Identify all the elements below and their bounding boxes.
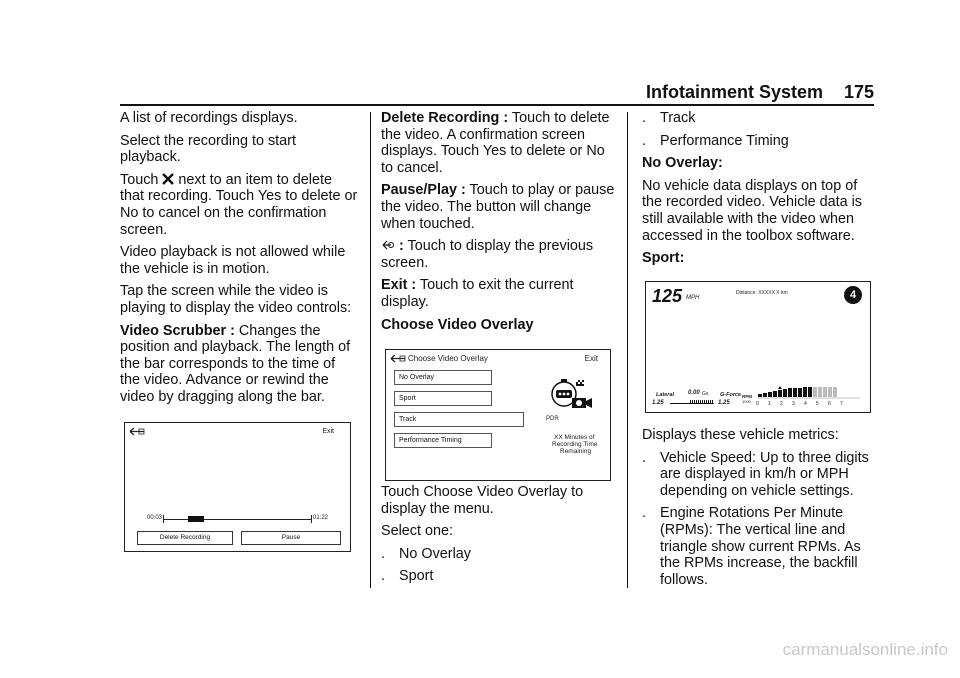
term-pause-play: Pause/Play : bbox=[381, 182, 466, 199]
sport-screen bbox=[645, 281, 871, 413]
playback-screen bbox=[124, 422, 351, 552]
rpm-ticks bbox=[756, 401, 862, 409]
paragraph: Video playback is not allowed while the vehicle is in motion. bbox=[120, 244, 346, 277]
close-icon bbox=[162, 173, 174, 185]
term-description: Touch to exit the current display. bbox=[381, 277, 574, 310]
list-item bbox=[642, 505, 880, 588]
column-divider-2 bbox=[627, 112, 628, 588]
scrubber-start-tick bbox=[163, 515, 164, 523]
paragraph: No vehicle data displays on top of the recorded video. Vehicle data is still available with the video when accessed in the toolbox software. bbox=[642, 177, 862, 244]
overlay-screen bbox=[385, 349, 611, 481]
pause-button[interactable]: Pause bbox=[241, 531, 341, 545]
back-arrow-icon[interactable] bbox=[129, 427, 145, 436]
delete-instructions: next to an item to delete that recording. Touch Yes to delete or No to cancel on the confirmation screen. bbox=[120, 171, 358, 238]
list-item bbox=[642, 110, 880, 127]
term-exit: Exit : bbox=[381, 277, 417, 294]
page-number: 175 bbox=[843, 82, 874, 102]
paragraph bbox=[381, 182, 619, 232]
paragraph bbox=[120, 172, 358, 238]
column-2 bbox=[381, 110, 619, 339]
overlay-title: Choose Video Overlay bbox=[408, 354, 488, 363]
list-item bbox=[381, 546, 619, 563]
g-unit: Gs bbox=[702, 391, 709, 397]
watermark-text: carmanualsonline.info bbox=[782, 640, 948, 659]
back-icon bbox=[381, 239, 395, 251]
menu-item-track[interactable]: Track bbox=[394, 412, 524, 427]
subheading-no-overlay: No Overlay: bbox=[642, 155, 723, 172]
rpm-tick: 1 bbox=[768, 401, 771, 407]
bullet-text: Sport bbox=[399, 568, 434, 585]
lateral-fill bbox=[690, 400, 714, 404]
paragraph bbox=[381, 277, 619, 310]
paragraph: Tap the screen while the video is playing to display the video controls: bbox=[120, 283, 352, 316]
paragraph bbox=[381, 110, 619, 176]
rpm-tick: 3 bbox=[792, 401, 795, 407]
paragraph: A list of recordings displays. bbox=[120, 110, 298, 126]
list-item bbox=[642, 450, 880, 500]
scrubber-end-tick bbox=[311, 515, 312, 523]
gear-indicator: 4 bbox=[844, 286, 862, 304]
term-description: Touch to display the previous screen. bbox=[381, 238, 594, 271]
remaining-line-2: Recording Time bbox=[552, 441, 598, 448]
time-elapsed: 00:03 bbox=[147, 515, 163, 521]
pdr-label: PDR bbox=[546, 416, 559, 422]
bullet-text: Engine Rotations Per Minute (RPMs): The vertical line and triangle show current RPMs. As the RPMs increase, the backfill follows. bbox=[660, 505, 861, 588]
bullet-text: No Overlay bbox=[399, 545, 471, 562]
exit-button[interactable]: Exit bbox=[322, 428, 334, 435]
list-item bbox=[642, 133, 880, 150]
rpm-tick: 2 bbox=[780, 401, 783, 407]
header-rule bbox=[120, 104, 874, 106]
paragraph: Touch Choose Video Overlay to display the menu. bbox=[381, 484, 584, 517]
rpm-tick: 6 bbox=[828, 401, 831, 407]
rpm-label: RPM bbox=[742, 394, 752, 399]
menu-item-no-overlay[interactable]: No Overlay bbox=[394, 370, 492, 385]
term-delete-recording: Delete Recording : bbox=[381, 110, 509, 126]
term-video-scrubber: Video Scrubber : bbox=[120, 322, 235, 339]
remaining-line-1: XX Minutes of bbox=[554, 434, 595, 441]
term-description: Touch to delete the video. A confirmation screen displays. Touch Yes to delete or No to cancel. bbox=[381, 110, 610, 176]
rpm-tick: 7 bbox=[840, 401, 843, 407]
rpm-tick: 5 bbox=[816, 401, 819, 407]
back-arrow-icon[interactable] bbox=[390, 354, 406, 363]
bullet-dot: . bbox=[642, 132, 646, 149]
menu-item-performance-timing[interactable]: Performance Timing bbox=[394, 433, 492, 448]
rpm-multiplier: 1000 bbox=[742, 399, 751, 404]
paragraph bbox=[381, 238, 619, 271]
g-force-label: G-Force bbox=[720, 392, 742, 398]
bullet-dot: . bbox=[642, 449, 646, 466]
bullet-text: Vehicle Speed: Up to three digits are displayed in km/h or MPH depending on vehicle settings. bbox=[660, 449, 869, 499]
bullet-dot: . bbox=[642, 505, 646, 522]
touch-text: Touch bbox=[120, 171, 159, 188]
menu-item-sport[interactable]: Sport bbox=[394, 391, 492, 406]
section-title: Infotainment System bbox=[646, 82, 824, 102]
paragraph: Select one: bbox=[381, 523, 454, 540]
speed-unit: MPH bbox=[686, 295, 700, 301]
lateral-label: Lateral bbox=[656, 392, 675, 398]
column-divider-1 bbox=[370, 112, 371, 588]
exit-button[interactable]: Exit bbox=[584, 354, 598, 363]
rpm-tick: 0 bbox=[756, 401, 759, 407]
page-header bbox=[646, 82, 874, 106]
bullet-dot: . bbox=[381, 568, 385, 585]
delete-recording-button[interactable]: Delete Recording bbox=[137, 531, 233, 545]
list-item bbox=[381, 568, 619, 585]
term-description: Changes the position and playback. The length of the bar corresponds to the time of the video. Advance or rewind the video by dragging along the bar. bbox=[120, 322, 351, 405]
column-3-lower bbox=[642, 427, 880, 594]
bullet-text: Performance Timing bbox=[660, 132, 789, 149]
paragraph bbox=[120, 323, 358, 406]
subheading-sport: Sport: bbox=[642, 250, 685, 267]
column-3 bbox=[642, 110, 880, 273]
paragraph: Displays these vehicle metrics: bbox=[642, 427, 839, 443]
pdr-camera-icon bbox=[546, 374, 596, 414]
subheading-choose-video-overlay: Choose Video Overlay bbox=[381, 316, 534, 333]
column-1 bbox=[120, 110, 358, 412]
scrubber-handle[interactable] bbox=[188, 516, 204, 522]
g-force-value: 1.25 bbox=[718, 400, 730, 406]
paragraph: Select the recording to start playback. bbox=[120, 132, 296, 166]
g-value: 0.00 bbox=[688, 390, 700, 396]
scrubber-track[interactable] bbox=[163, 519, 311, 520]
remaining-line-3: Remaining bbox=[560, 448, 592, 455]
distance-readout: Distance: XXXXX X km bbox=[736, 290, 788, 296]
rpm-tick: 4 bbox=[804, 401, 807, 407]
lateral-value: 1.25 bbox=[652, 400, 664, 406]
term-description: Touch to play or pause the video. The button will change when touched. bbox=[381, 182, 615, 232]
term-back: : bbox=[395, 238, 404, 255]
bullet-dot: . bbox=[642, 110, 646, 126]
rpm-gauge bbox=[756, 386, 862, 400]
bullet-dot: . bbox=[381, 545, 385, 562]
time-total: 01:22 bbox=[313, 515, 329, 521]
bullet-text: Track bbox=[660, 110, 696, 126]
column-2-lower bbox=[381, 484, 619, 591]
watermark bbox=[0, 640, 960, 660]
speed-value: 125 bbox=[652, 286, 683, 306]
